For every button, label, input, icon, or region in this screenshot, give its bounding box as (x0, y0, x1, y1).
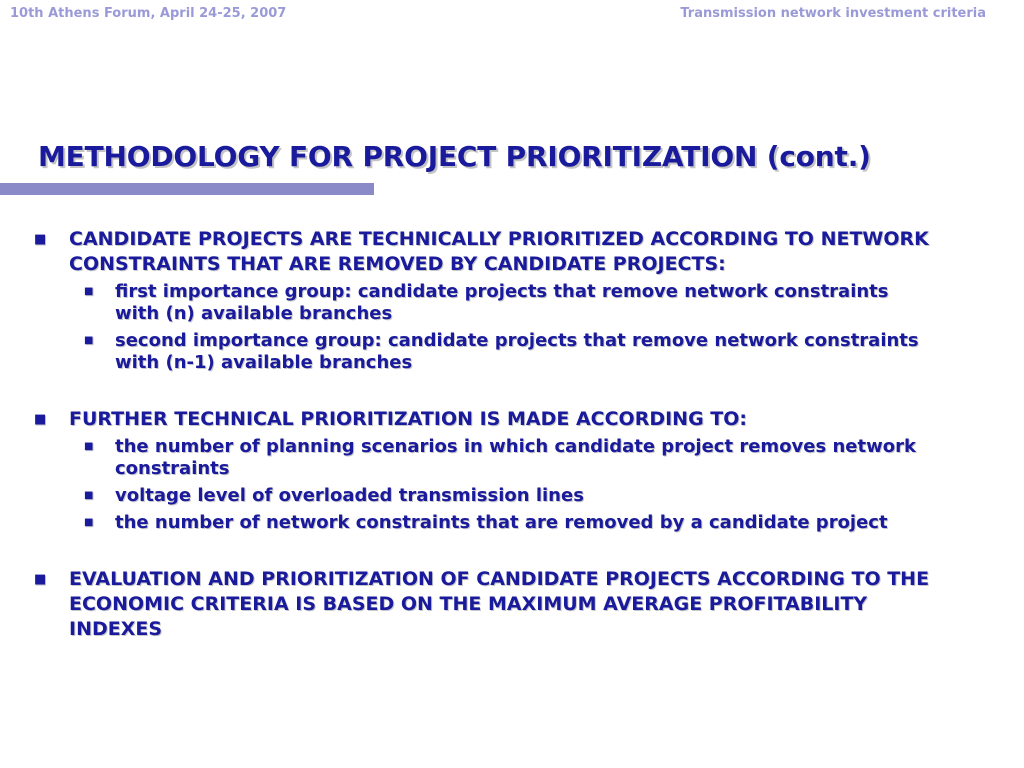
bullet-item (0, 567, 1024, 642)
bullet-text: EVALUATION AND PRIORITIZATION OF CANDIDATE PROJECTS ACCORDING TO THE ECONOMIC CRITERIA IS BASED ON THE MAXIMUM AVERAGE PROFITABILITY INDEXES (69, 568, 930, 640)
slide-title: METHODOLOGY FOR PROJECT PRIORITIZATION (cont.) (38, 140, 871, 173)
square-bullet-icon: ■ (84, 441, 94, 452)
sub-bullet-item (0, 485, 1024, 507)
header-event-text: 10th Athens Forum, April 24-25, 2007 (10, 6, 287, 21)
square-bullet-icon: ■ (34, 412, 47, 427)
sub-bullet-text: the number of planning scenarios in which candidate project removes network constraints (115, 436, 916, 479)
sub-bullet-text: voltage level of overloaded transmission lines (115, 485, 584, 506)
square-bullet-icon: ■ (84, 490, 94, 501)
title-underline-bar (0, 183, 374, 195)
sub-bullet-text: first importance group: candidate projects that remove network constraints with (n) available branches (115, 281, 889, 324)
bullet-item (0, 227, 1024, 277)
square-bullet-icon: ■ (84, 517, 94, 528)
bullet-text: FURTHER TECHNICAL PRIORITIZATION IS MADE ACCORDING TO: (69, 408, 747, 430)
bullet-group-3 (0, 567, 1024, 642)
sub-bullet-text: second importance group: candidate projects that remove network constraints with (n-1) available branches (115, 330, 919, 373)
bullet-text: CANDIDATE PROJECTS ARE TECHNICALLY PRIORITIZED ACCORDING TO NETWORK CONSTRAINTS THAT ARE REMOVED BY CANDIDATE PROJECTS: (69, 228, 929, 275)
bullet-group-1 (0, 227, 1024, 374)
sub-bullet-item (0, 330, 1024, 374)
sub-bullet-item (0, 281, 1024, 325)
square-bullet-icon: ■ (84, 335, 94, 346)
square-bullet-icon: ■ (84, 286, 94, 297)
sub-bullet-text: the number of network constraints that are removed by a candidate project (115, 512, 888, 533)
header-topic-text: Transmission network investment criteria (680, 6, 986, 21)
bullet-group-2 (0, 407, 1024, 534)
slide-content (0, 227, 1024, 675)
square-bullet-icon: ■ (34, 232, 47, 247)
sub-bullet-item (0, 436, 1024, 480)
square-bullet-icon: ■ (34, 572, 47, 587)
sub-bullet-item (0, 512, 1024, 534)
bullet-item (0, 407, 1024, 432)
